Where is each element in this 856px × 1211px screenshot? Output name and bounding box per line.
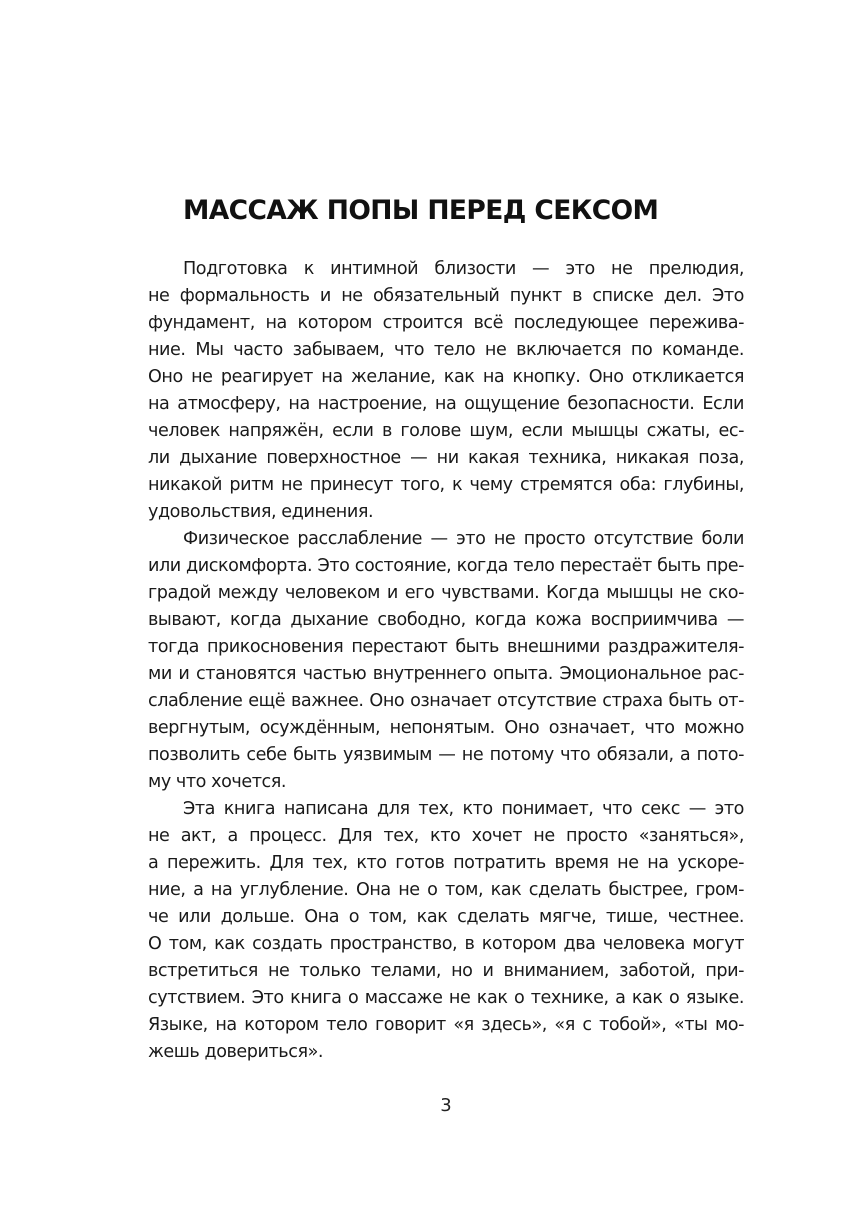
text-line: тогда прикосновения перестают быть внешними раздражителя- — [148, 637, 744, 657]
text-line: вергнутым, осуждённым, непонятым. Оно означает, что можно — [148, 718, 744, 738]
paragraph — [148, 526, 744, 796]
text-line: позволить себе быть уязвимым — не потому что обязали, а пото- — [148, 745, 744, 765]
text-line: Физическое расслабление — это не просто отсутствие боли — [183, 529, 744, 549]
paragraph — [148, 256, 744, 526]
text-line: человек напряжён, если в голове шум, если мышцы сжаты, ес- — [148, 421, 744, 441]
text-line: О том, как создать пространство, в котором два человека могут — [148, 934, 744, 954]
text-line: вывают, когда дыхание свободно, когда кожа восприимчива — — [148, 610, 744, 630]
chapter-title: МАССАЖ ПОПЫ ПЕРЕД СЕКСОМ — [183, 195, 659, 226]
paragraph — [148, 796, 744, 1066]
text-line: встретиться не только телами, но и вниманием, заботой, при- — [148, 961, 744, 981]
text-line: Языке, на котором тело говорит «я здесь», «я с тобой», «ты мо- — [148, 1015, 744, 1035]
page-number: 3 — [440, 1095, 452, 1116]
text-line: сутствием. Это книга о массаже не как о технике, а как о языке. — [148, 988, 744, 1008]
text-line: Эта книга написана для тех, кто понимает, что секс — это — [183, 799, 744, 819]
text-line: градой между человеком и его чувствами. Когда мышцы не ско- — [148, 583, 744, 603]
text-line: ли дыхание поверхностное — ни какая техника, никакая поза, — [148, 448, 744, 468]
chapter-body — [148, 256, 744, 1066]
text-line: на атмосферу, на настроение, на ощущение безопасности. Если — [148, 394, 744, 414]
text-line: фундамент, на котором строится всё последующее пережива- — [148, 313, 744, 333]
text-line: ние, а на углубление. Она не о том, как сделать быстрее, гром- — [148, 880, 744, 900]
text-line: а пережить. Для тех, кто готов потратить время не на ускоре- — [148, 853, 744, 873]
text-line: удовольствия, единения. — [148, 502, 374, 522]
text-line: не формальность и не обязательный пункт в списке дел. Это — [148, 286, 744, 306]
text-line: Оно не реагирует на желание, как на кнопку. Оно откликается — [148, 367, 744, 387]
text-line: ние. Мы часто забываем, что тело не включается по команде. — [148, 340, 744, 360]
text-line: ми и становятся частью внутреннего опыта. Эмоциональное рас- — [148, 664, 744, 684]
text-line: жешь довериться». — [148, 1042, 324, 1062]
text-line: никакой ритм не принесут того, к чему стремятся оба: глубины, — [148, 475, 744, 495]
text-line: че или дольше. Она о том, как сделать мягче, тише, честнее. — [148, 907, 744, 927]
text-line: или дискомфорта. Это состояние, когда тело перестаёт быть пре- — [148, 556, 744, 576]
text-line: не акт, а процесс. Для тех, кто хочет не просто «заняться», — [148, 826, 744, 846]
text-line: му что хочется. — [148, 772, 287, 792]
text-line: слабление ещё важнее. Оно означает отсутствие страха быть от- — [148, 691, 744, 711]
text-line: Подготовка к интимной близости — это не прелюдия, — [183, 259, 744, 279]
